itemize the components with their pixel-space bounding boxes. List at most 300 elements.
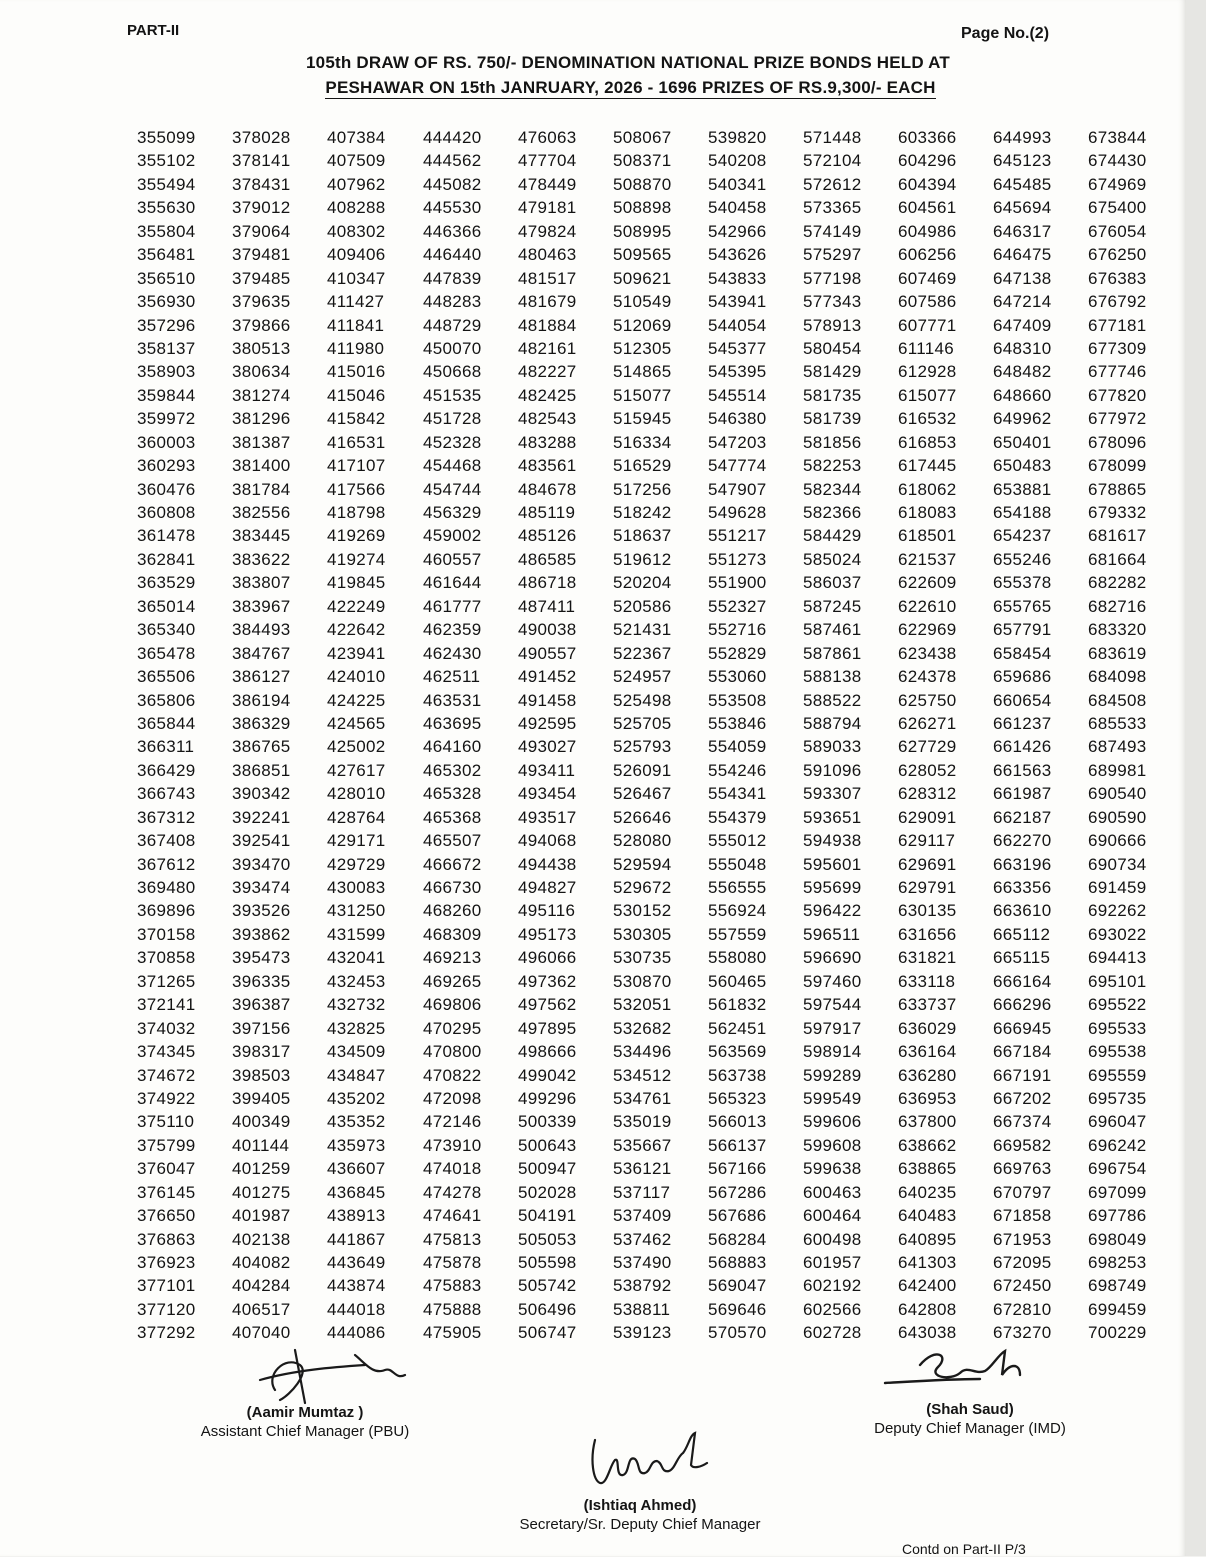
bond-number: 673270 [993,1323,1052,1343]
bond-number: 462430 [423,643,482,663]
bond-number: 640483 [898,1206,957,1226]
bond-number: 535019 [613,1112,672,1132]
bond-number: 569047 [708,1276,767,1296]
bond-number: 392241 [232,807,291,827]
bond-number: 677820 [1088,385,1147,405]
bond-number: 622969 [898,620,957,640]
bond-number: 365340 [137,620,196,640]
bond-number: 491452 [518,667,577,687]
bond-number: 370858 [137,948,196,968]
bond-number: 602728 [803,1323,862,1343]
bond-number: 495173 [518,924,577,944]
bond-number: 365506 [137,667,196,687]
bond-number: 621537 [898,549,957,569]
bond-number: 575297 [803,245,862,265]
bond-number: 444420 [423,128,482,147]
bond-number: 366429 [137,760,196,780]
bond-number: 374032 [137,1018,196,1038]
bond-number: 677181 [1088,315,1147,335]
bond-number: 499042 [518,1065,577,1085]
bond-number: 358903 [137,362,196,382]
bond-number: 381400 [232,456,291,476]
bond-number: 508067 [613,128,672,147]
bond-number: 525498 [613,690,672,710]
bond-number: 376145 [137,1182,196,1202]
bond-number: 371265 [137,971,196,991]
bond-number: 482543 [518,409,577,429]
bond-number: 498666 [518,1042,577,1062]
bond-number: 505053 [518,1229,577,1249]
bond-number: 627729 [898,737,957,757]
bond-number: 411841 [327,315,385,335]
bond-number: 534512 [613,1065,672,1085]
bond-number: 666296 [993,995,1052,1015]
bond-number: 492595 [518,713,577,733]
bond-number: 475878 [423,1253,482,1272]
signatory-left-role: Assistant Chief Manager (PBU) [200,1423,410,1440]
bond-number: 370158 [137,924,196,944]
bond-number: 379012 [232,198,291,218]
bond-number: 547774 [708,456,767,476]
bond-number: 690540 [1088,784,1147,804]
signatory-center [490,1496,790,1534]
bond-number: 359972 [137,409,196,429]
bond-number: 659686 [993,667,1052,687]
bond-number: 585024 [803,549,862,569]
bond-number: 375799 [137,1135,196,1155]
bond-number: 415842 [327,409,386,429]
bond-number: 674969 [1088,174,1147,194]
bond-number: 640235 [898,1182,957,1202]
bond-number: 595699 [803,878,862,897]
bond-number: 494068 [518,831,577,851]
bond-number: 462511 [423,667,481,687]
bond-number: 451535 [423,385,482,405]
bond-number: 367312 [137,807,196,827]
bond-number: 365844 [137,713,196,733]
bond-number: 448283 [423,292,482,312]
bond-number: 479824 [518,221,577,241]
bond-number: 493027 [518,737,577,757]
bond-number: 558080 [708,948,767,968]
bond-number: 407040 [232,1323,291,1343]
bond-number: 497362 [518,971,577,991]
bond-number: 595601 [803,854,862,874]
bond-number: 629117 [898,831,956,851]
bond-number: 428764 [327,807,386,827]
bond-number: 514865 [613,362,672,382]
bond-number: 463695 [423,713,482,733]
bond-number: 553846 [708,713,767,733]
bond-number: 669582 [993,1135,1052,1155]
bond-number: 526646 [613,807,672,827]
bond-number: 465328 [423,784,482,804]
bond-number: 461777 [423,596,482,616]
bond-number: 361478 [137,526,196,546]
bond-number: 525705 [613,713,672,733]
bond-number: 547203 [708,432,767,452]
scan-edge [1186,0,1206,1556]
bond-number: 684098 [1088,667,1147,687]
bond-number: 465507 [423,831,482,851]
bond-number: 397156 [232,1018,291,1038]
bond-number: 587461 [803,620,862,640]
bond-number: 383622 [232,549,291,569]
bond-number: 432041 [327,948,386,968]
bond-number: 677746 [1088,362,1147,382]
bond-number: 599638 [803,1159,862,1179]
bond-number: 549628 [708,503,767,522]
bond-number: 355630 [137,198,196,218]
bond-number: 383807 [232,573,291,593]
bond-number: 401275 [232,1182,291,1202]
bond-number: 601957 [803,1253,862,1272]
bond-number: 658454 [993,643,1052,663]
bond-number: 456329 [423,503,482,522]
bond-number: 378431 [232,174,291,194]
bond-number: 698049 [1088,1229,1147,1249]
bond-number: 674430 [1088,151,1147,171]
bond-number: 379635 [232,292,291,312]
bond-number: 491458 [518,690,577,710]
prize-bond-number-table [137,126,1168,1345]
bond-number: 625750 [898,690,957,710]
bond-number: 406517 [232,1299,291,1319]
bond-number: 432732 [327,995,386,1015]
bond-number: 676792 [1088,292,1147,312]
bond-number: 428010 [327,784,386,804]
bond-number: 474278 [423,1182,482,1202]
bond-number: 699459 [1088,1299,1147,1319]
bond-number: 582253 [803,456,862,476]
bond-number: 537117 [613,1182,671,1202]
bond-number: 695735 [1088,1088,1147,1108]
bond-number: 636029 [898,1018,957,1038]
bond-number: 602192 [803,1276,862,1296]
bond-number: 509565 [613,245,672,265]
bond-number: 604296 [898,151,957,171]
bond-number: 462359 [423,620,482,640]
bond-number: 360476 [137,479,196,499]
bond-number: 618501 [898,526,957,546]
bond-number: 600498 [803,1229,862,1249]
bond-number: 447839 [423,268,482,288]
bond-number: 417566 [327,479,386,499]
bond-number: 578913 [803,315,862,335]
bond-number: 545395 [708,362,767,382]
bond-number: 374345 [137,1042,196,1062]
bond-number: 366311 [137,737,195,757]
bond-number: 622609 [898,573,957,593]
bond-number: 599549 [803,1088,862,1108]
bond-number: 444018 [327,1299,386,1319]
bond-number: 545514 [708,385,767,405]
page-number: Page No.(2) [961,25,1050,42]
bond-number: 470295 [423,1018,482,1038]
bond-number: 616853 [898,432,957,452]
bond-number: 600464 [803,1206,862,1226]
bond-number: 472098 [423,1088,482,1108]
bond-number: 543941 [708,292,767,312]
bond-number: 381784 [232,479,291,499]
bond-number: 681664 [1088,549,1147,569]
bond-number: 580454 [803,338,862,358]
bond-number: 696242 [1088,1135,1147,1155]
bond-number: 494438 [518,854,577,874]
bond-number: 386329 [232,713,291,733]
bond-number: 386851 [232,760,291,780]
signature-shah-saud [880,1345,1060,1395]
bond-number: 435352 [327,1112,386,1132]
signature-aamir-mumtaz [255,1345,415,1405]
bond-number: 444086 [327,1323,386,1343]
bond-number: 393862 [232,924,291,944]
bond-number: 379866 [232,315,291,335]
bond-number: 587245 [803,596,862,616]
bond-number: 690590 [1088,807,1147,827]
title-line-2-text: PESHAWAR ON 15th JANRUARY, 2026 - 1696 PRIZES OF RS.9,300/- EACH [325,78,936,97]
bond-number: 563569 [708,1042,767,1062]
bond-number: 539820 [708,128,767,147]
bond-number: 537462 [613,1229,672,1249]
bond-number: 697099 [1088,1182,1147,1202]
bond-number: 623438 [898,643,957,663]
bond-number: 366743 [137,784,196,804]
bond-number: 454744 [423,479,482,499]
bond-number: 535667 [613,1135,672,1155]
bond-number: 375110 [137,1112,195,1132]
bond-number: 355494 [137,174,196,194]
title-line-2 [0,78,1186,98]
bond-number: 672450 [993,1276,1052,1296]
bond-number: 690734 [1088,854,1147,874]
bond-number: 698253 [1088,1253,1147,1272]
bond-number: 670797 [993,1182,1052,1202]
bond-number: 599608 [803,1135,862,1155]
bond-number: 645694 [993,198,1052,218]
bond-number: 557559 [708,924,767,944]
bond-number: 655246 [993,549,1052,569]
bond-number: 667202 [993,1088,1052,1108]
bond-number: 508898 [613,198,672,218]
bond-number: 538792 [613,1276,672,1296]
bond-number: 554341 [708,784,767,804]
bond-number: 432453 [327,971,386,991]
bond-number: 404284 [232,1276,291,1296]
bond-number: 493517 [518,807,577,827]
bond-number: 676383 [1088,268,1147,288]
bond-number: 482161 [518,338,577,358]
bond-number: 446366 [423,221,482,241]
bond-number: 418798 [327,503,386,522]
bond-number: 577343 [803,292,862,312]
bond-number: 376923 [137,1253,196,1272]
bond-number: 504191 [518,1206,577,1226]
part-label: PART-II [127,22,180,39]
bond-number: 356930 [137,292,196,312]
bond-number: 369480 [137,878,196,897]
bond-number: 419269 [327,526,386,546]
bond-number: 588138 [803,667,862,687]
bond-number: 618083 [898,503,957,522]
bond-number: 607469 [898,268,957,288]
bond-number: 638662 [898,1135,957,1155]
bond-number: 500643 [518,1135,577,1155]
bond-number: 677972 [1088,409,1147,429]
bond-number: 396387 [232,995,291,1015]
bond-number: 383445 [232,526,291,546]
bond-number: 629691 [898,854,957,874]
bond-number: 617445 [898,456,957,476]
bond-number: 689981 [1088,760,1147,780]
bond-number: 593651 [803,807,862,827]
bond-number: 631821 [898,948,957,968]
bond-number: 678865 [1088,479,1147,499]
bond-number: 566013 [708,1112,767,1132]
bond-number: 407962 [327,174,386,194]
bond-number: 653881 [993,479,1052,499]
bond-number: 512305 [613,338,672,358]
bond-number: 450668 [423,362,482,382]
bond-number: 666945 [993,1018,1052,1038]
bond-number: 593307 [803,784,862,804]
bond-number: 563738 [708,1065,767,1085]
bond-number: 672810 [993,1299,1052,1319]
bond-number: 539123 [613,1323,672,1343]
bond-number: 411980 [327,338,385,358]
bond-number: 536121 [613,1159,672,1179]
bond-number: 676250 [1088,245,1147,265]
bond-number: 367612 [137,854,196,874]
bond-number: 470822 [423,1065,482,1085]
bond-number: 424010 [327,667,386,687]
bond-number: 355804 [137,221,196,241]
bond-number: 525793 [613,737,672,757]
bond-number: 384493 [232,620,291,640]
bond-number: 482425 [518,385,577,405]
bond-number: 660654 [993,690,1052,710]
bond-number: 532682 [613,1018,672,1038]
bond-number: 672095 [993,1253,1052,1272]
bond-number: 661987 [993,784,1052,804]
bond-number: 461644 [423,573,482,593]
bond-number: 355099 [137,128,196,147]
bond-number: 393470 [232,854,291,874]
bond-number: 505742 [518,1276,577,1296]
bond-number: 556555 [708,878,767,897]
bond-number: 365806 [137,690,196,710]
bond-number: 581735 [803,385,862,405]
bond-number: 381274 [232,385,291,405]
bond-number: 401259 [232,1159,291,1179]
bond-number: 657791 [993,620,1052,640]
bond-number: 567686 [708,1206,767,1226]
bond-number: 530735 [613,948,672,968]
bond-number: 588794 [803,713,862,733]
bond-number: 673844 [1088,128,1147,147]
bond-number: 360808 [137,503,196,522]
bond-number: 459002 [423,526,482,546]
bond-number: 363529 [137,573,196,593]
bond-number: 479181 [518,198,577,218]
bond-number: 398317 [232,1042,291,1062]
bond-number: 382556 [232,503,291,522]
bond-number: 435202 [327,1088,386,1108]
bond-number: 684508 [1088,690,1147,710]
bond-number: 485126 [518,526,577,546]
bond-number: 520586 [613,596,672,616]
bond-number: 596690 [803,948,862,968]
bond-number: 475905 [423,1323,482,1343]
bond-number: 445082 [423,174,482,194]
bond-number: 493454 [518,784,577,804]
bond-number: 648310 [993,338,1052,358]
bond-number: 416531 [327,432,386,452]
bond-number: 695538 [1088,1042,1147,1062]
bond-number: 650401 [993,432,1052,452]
bond-number: 661426 [993,737,1052,757]
bond-number: 516334 [613,432,672,452]
bond-number: 464160 [423,737,482,757]
bond-number: 647214 [993,292,1052,312]
bond-number: 526467 [613,784,672,804]
bond-number: 519612 [613,549,672,569]
bond-number: 474018 [423,1159,482,1179]
bond-number: 604986 [898,221,957,241]
bond-number: 483288 [518,432,577,452]
bond-number: 410347 [327,268,386,288]
bond-number: 429171 [327,831,386,851]
bond-number: 562451 [708,1018,767,1038]
bond-number: 476063 [518,128,577,147]
bond-number: 618062 [898,479,957,499]
bond-number: 367408 [137,831,196,851]
bond-number: 662270 [993,831,1052,851]
bond-number: 661237 [993,713,1052,733]
bond-number: 544054 [708,315,767,335]
bond-number: 693022 [1088,924,1147,944]
bond-number: 434847 [327,1065,386,1085]
bond-number: 401144 [232,1135,290,1155]
bond-number: 517256 [613,479,672,499]
bond-number: 597544 [803,995,862,1015]
bond-number: 422642 [327,620,386,640]
bond-number: 484678 [518,479,577,499]
bond-number: 633118 [898,971,956,991]
bond-number: 588522 [803,690,862,710]
bond-number: 647138 [993,268,1052,288]
bond-number: 415046 [327,385,386,405]
bond-number: 494827 [518,878,577,897]
bond-number: 655765 [993,596,1052,616]
bond-number: 450070 [423,338,482,358]
bond-number: 540208 [708,151,767,171]
bond-number: 365014 [137,596,196,616]
bond-number: 568284 [708,1229,767,1249]
bond-number: 565323 [708,1088,767,1108]
bond-number: 696047 [1088,1112,1147,1132]
bond-number: 598914 [803,1042,862,1062]
bond-number: 682716 [1088,596,1147,616]
bond-number: 475813 [423,1229,482,1249]
bond-number: 520204 [613,573,672,593]
bond-number: 646317 [993,221,1052,241]
bond-number: 695559 [1088,1065,1147,1085]
bond-number: 677309 [1088,338,1147,358]
bond-number: 552829 [708,643,767,663]
bond-number: 642808 [898,1299,957,1319]
bond-number: 552716 [708,620,767,640]
